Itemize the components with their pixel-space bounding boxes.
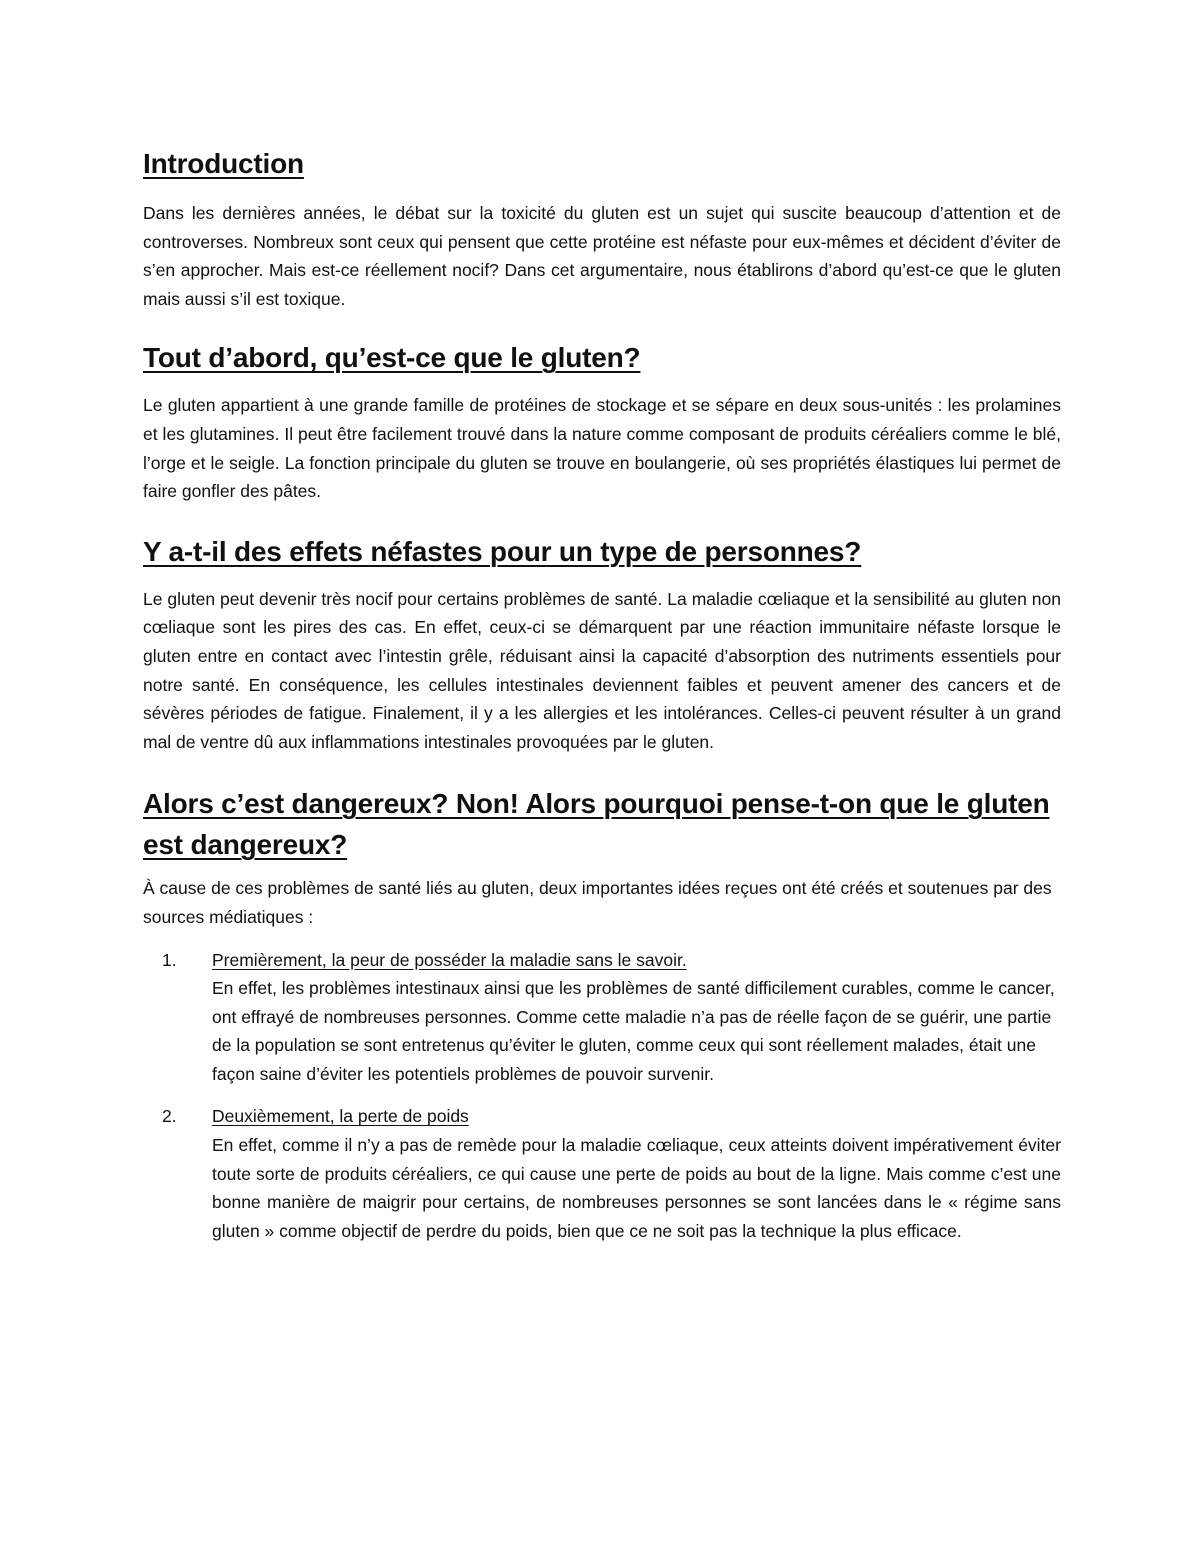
document-page <box>143 140 1061 1259</box>
harmful-effects-paragraph: Le gluten peut devenir très nocif pour certains problèmes de santé. La maladie cœliaque et la sensibilité au gluten non cœliaque sont les pires des cas. En effet, ceux-ci se démarquent par une réaction immunitaire néfaste lorsque le gluten entre en contact avec l’intestin grêle, réduisant ainsi la capacité d’absorption des nutriments essentiels pour notre santé. En conséquence, les cellules intestinales deviennent faibles et peuvent amener des cancers et de sévères périodes de fatigue. Finalement, il y a les allergies et les intolérances. Celles-ci peuvent résulter à un grand mal de ventre dû aux inflammations intestinales provoquées par le gluten. <box>143 588 1061 752</box>
misconceptions-list <box>143 946 1061 1246</box>
harmful-effects-heading: Y a-t-il des effets néfastes pour un type de personnes? <box>143 535 862 567</box>
is-it-dangerous-heading: Alors c’est dangereux? Non! Alors pourquoi pense-t-on que le gluten est dangereux? <box>143 788 1050 861</box>
list-item-body: En effet, les problèmes intestinaux ainsi que les problèmes de santé difficilement curables, comme le cancer, ont effrayé de nombreuses personnes. Comme cette maladie n’a pas de réelle façon de se guérir, une partie de la population se sont entretenus qu’éviter le gluten, comme ceux qui sont réellement malades, était une façon saine d’éviter les potentiels problèmes de pouvoir survenir. <box>212 978 1055 1084</box>
introduction-paragraph: Dans les dernières années, le débat sur la toxicité du gluten est un sujet qui suscite beaucoup d’attention et de controverses. Nombreux sont ceux qui pensent que cette protéine est néfaste pour eux-mêmes et décident d’éviter de s’en approcher. Mais est-ce réellement nocif? Dans cet argumentaire, nous établirons d’abord qu’est-ce que le gluten mais aussi s’il est toxique. <box>143 203 1061 309</box>
list-item <box>143 946 1061 1089</box>
list-item-body: En effet, comme il n’y a pas de remède pour la maladie cœliaque, ceux atteints doivent impérativement éviter toute sorte de produits céréaliers, ce qui cause une perte de poids au bout de la ligne. Mais comme c’est une bonne manière de maigrir pour certains, de nombreuses personnes se sont lancées dans le « régime sans gluten » comme objectif de perdre du poids, bien que ce ne soit pas la technique la plus efficace. <box>212 1135 1061 1241</box>
what-is-gluten-heading: Tout d’abord, qu’est-ce que le gluten? <box>143 342 641 374</box>
list-item-number: 2. <box>162 1106 177 1127</box>
list-item <box>143 1102 1061 1245</box>
is-it-dangerous-paragraph: À cause de ces problèmes de santé liés au gluten, deux importantes idées reçues ont été créés et soutenues par des sources médiatiques : <box>143 878 1052 927</box>
list-item-heading: Deuxièmement, la perte de poids <box>212 1106 469 1127</box>
what-is-gluten-paragraph: Le gluten appartient à une grande famille de protéines de stockage et se sépare en deux sous-unités : les prolamines et les glutamines. Il peut être facilement trouvé dans la nature comme composant de produits céréaliers comme le blé, l’orge et le seigle. La fonction principale du gluten se trouve en boulangerie, où ses propriétés élastiques lui permet de faire gonfler des pâtes. <box>143 395 1061 502</box>
list-item-heading: Premièrement, la peur de posséder la maladie sans le savoir. <box>212 949 687 970</box>
list-item-number: 1. <box>162 949 177 970</box>
introduction-heading: Introduction <box>143 148 304 179</box>
